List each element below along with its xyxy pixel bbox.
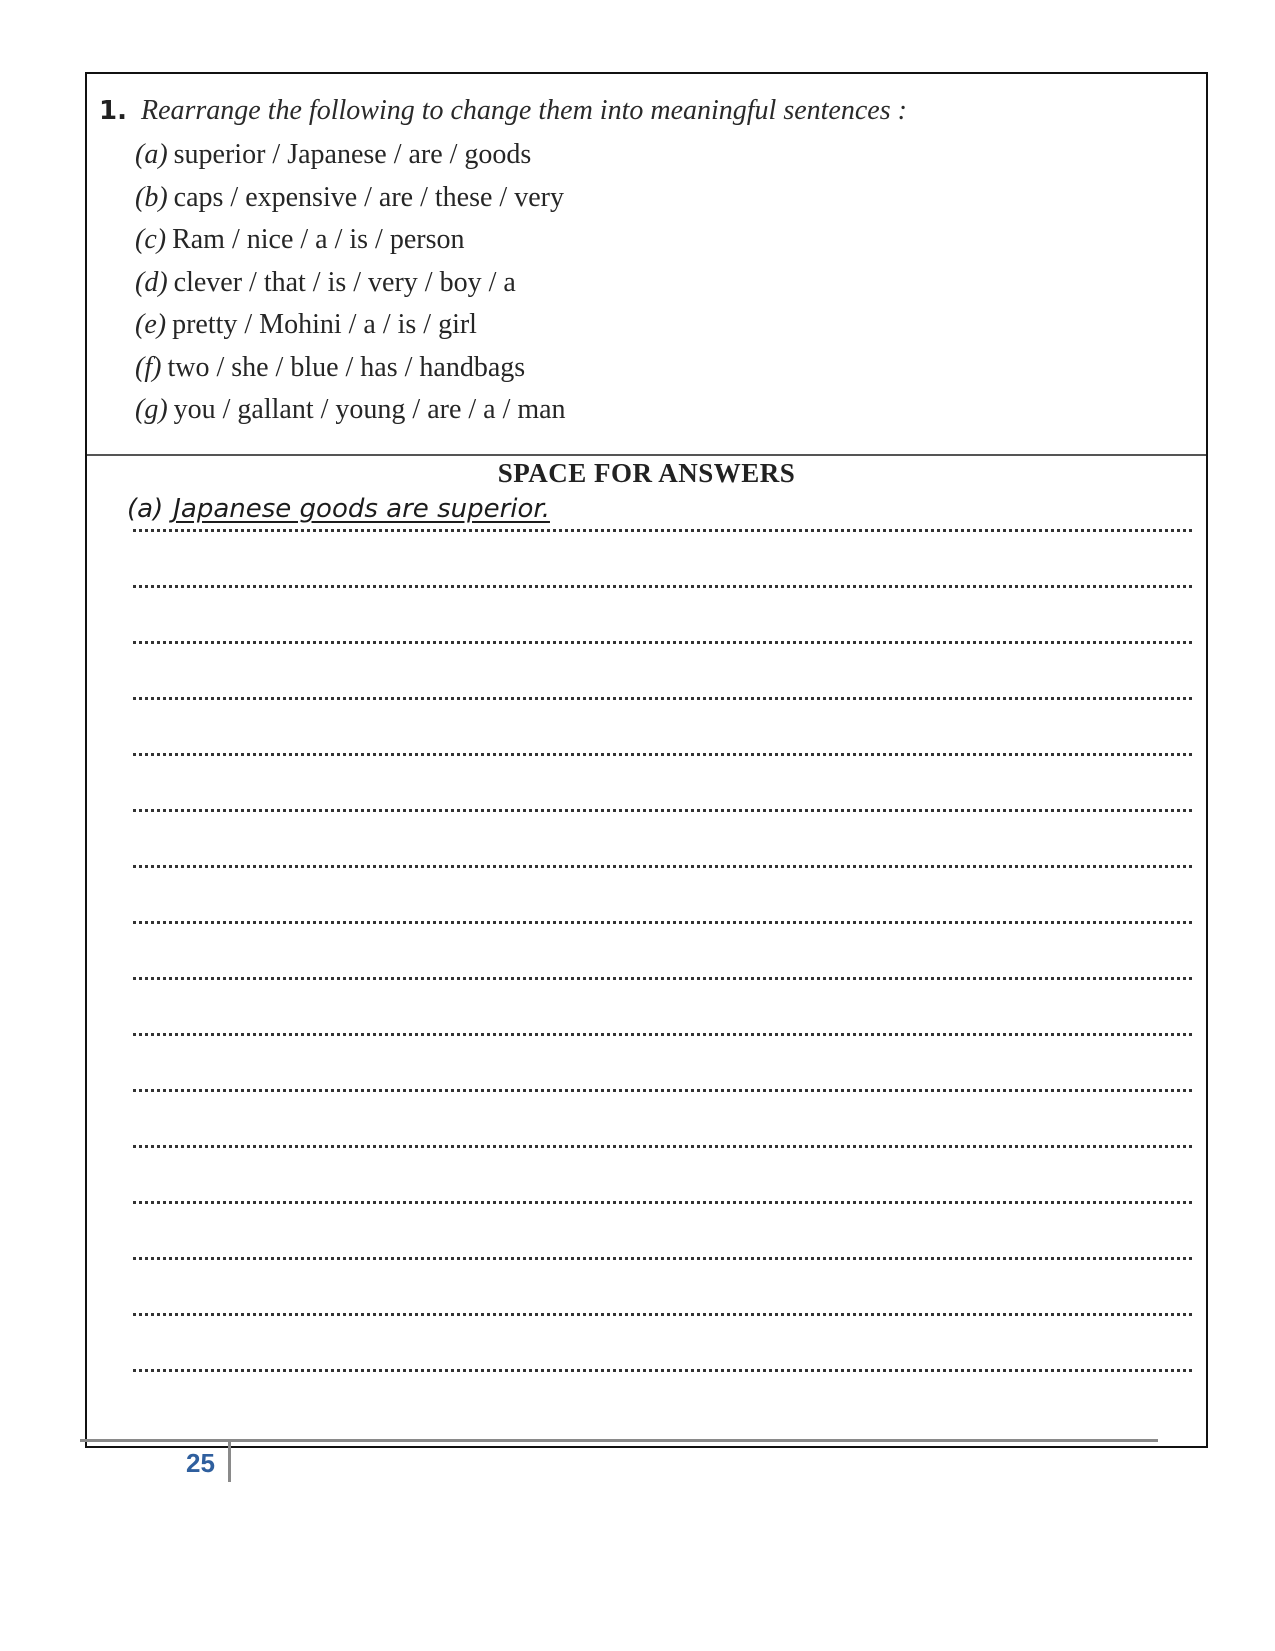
answer-line[interactable]: [133, 924, 1192, 980]
item-text: you / gallant / young / are / a / man: [173, 394, 566, 425]
page-number-bar: [228, 1442, 231, 1482]
item-text: clever / that / is / very / boy / a: [173, 266, 516, 298]
page-number: 25: [186, 1448, 215, 1478]
item-label: (a): [135, 139, 168, 170]
item-text: caps / expensive / are / these / very: [173, 181, 564, 213]
footer-rule: [80, 1439, 1158, 1442]
answer-line[interactable]: [133, 644, 1192, 700]
exercise-items: [99, 134, 1189, 432]
item-label: (g): [135, 394, 168, 425]
answers-heading: SPACE FOR ANSWERS: [497, 458, 796, 488]
answer-line[interactable]: [133, 1260, 1192, 1316]
exercise-item: [135, 347, 1189, 390]
answer-line[interactable]: [133, 532, 1192, 588]
item-text: superior / Japanese / are / goods: [173, 139, 532, 170]
item-label: (e): [135, 309, 167, 340]
item-label: (f): [135, 351, 162, 383]
answer-line[interactable]: [133, 1316, 1192, 1372]
exercise-item: [135, 219, 1189, 262]
answer-line[interactable]: [133, 868, 1192, 924]
answer-line[interactable]: [133, 700, 1192, 756]
section-divider: [87, 454, 1206, 456]
answer-line[interactable]: [133, 524, 1192, 532]
item-text: Ram / nice / a / is / person: [172, 224, 465, 255]
item-text: two / she / blue / has / handbags: [167, 351, 526, 383]
answer-line[interactable]: [133, 1092, 1192, 1148]
item-text: pretty / Mohini / a / is / girl: [172, 309, 477, 340]
question-number: 1.: [99, 96, 127, 126]
answer-line[interactable]: [133, 980, 1192, 1036]
question-block: [99, 94, 1189, 432]
answer-line[interactable]: [133, 1204, 1192, 1260]
answer-label: (a): [127, 494, 164, 524]
exercise-item: [135, 304, 1189, 347]
answer-line[interactable]: [133, 756, 1192, 812]
answer-a: [127, 494, 550, 524]
answer-lines: [133, 524, 1192, 1372]
answer-line[interactable]: [133, 588, 1192, 644]
answer-line[interactable]: [133, 1148, 1192, 1204]
answer-text: Japanese goods are superior.: [173, 494, 550, 524]
answer-line[interactable]: [133, 1036, 1192, 1092]
exercise-item: [135, 177, 1189, 220]
question-header: [99, 94, 1189, 128]
exercise-item: [135, 134, 1189, 177]
exercise-item: [135, 262, 1189, 305]
worksheet-box: [85, 72, 1208, 1448]
question-prompt: Rearrange the following to change them into meaningful sentences :: [140, 95, 907, 126]
answer-line[interactable]: [133, 812, 1192, 868]
item-label: (d): [135, 266, 168, 298]
item-label: (b): [135, 181, 168, 213]
item-label: (c): [135, 224, 167, 255]
exercise-item: [135, 389, 1189, 432]
